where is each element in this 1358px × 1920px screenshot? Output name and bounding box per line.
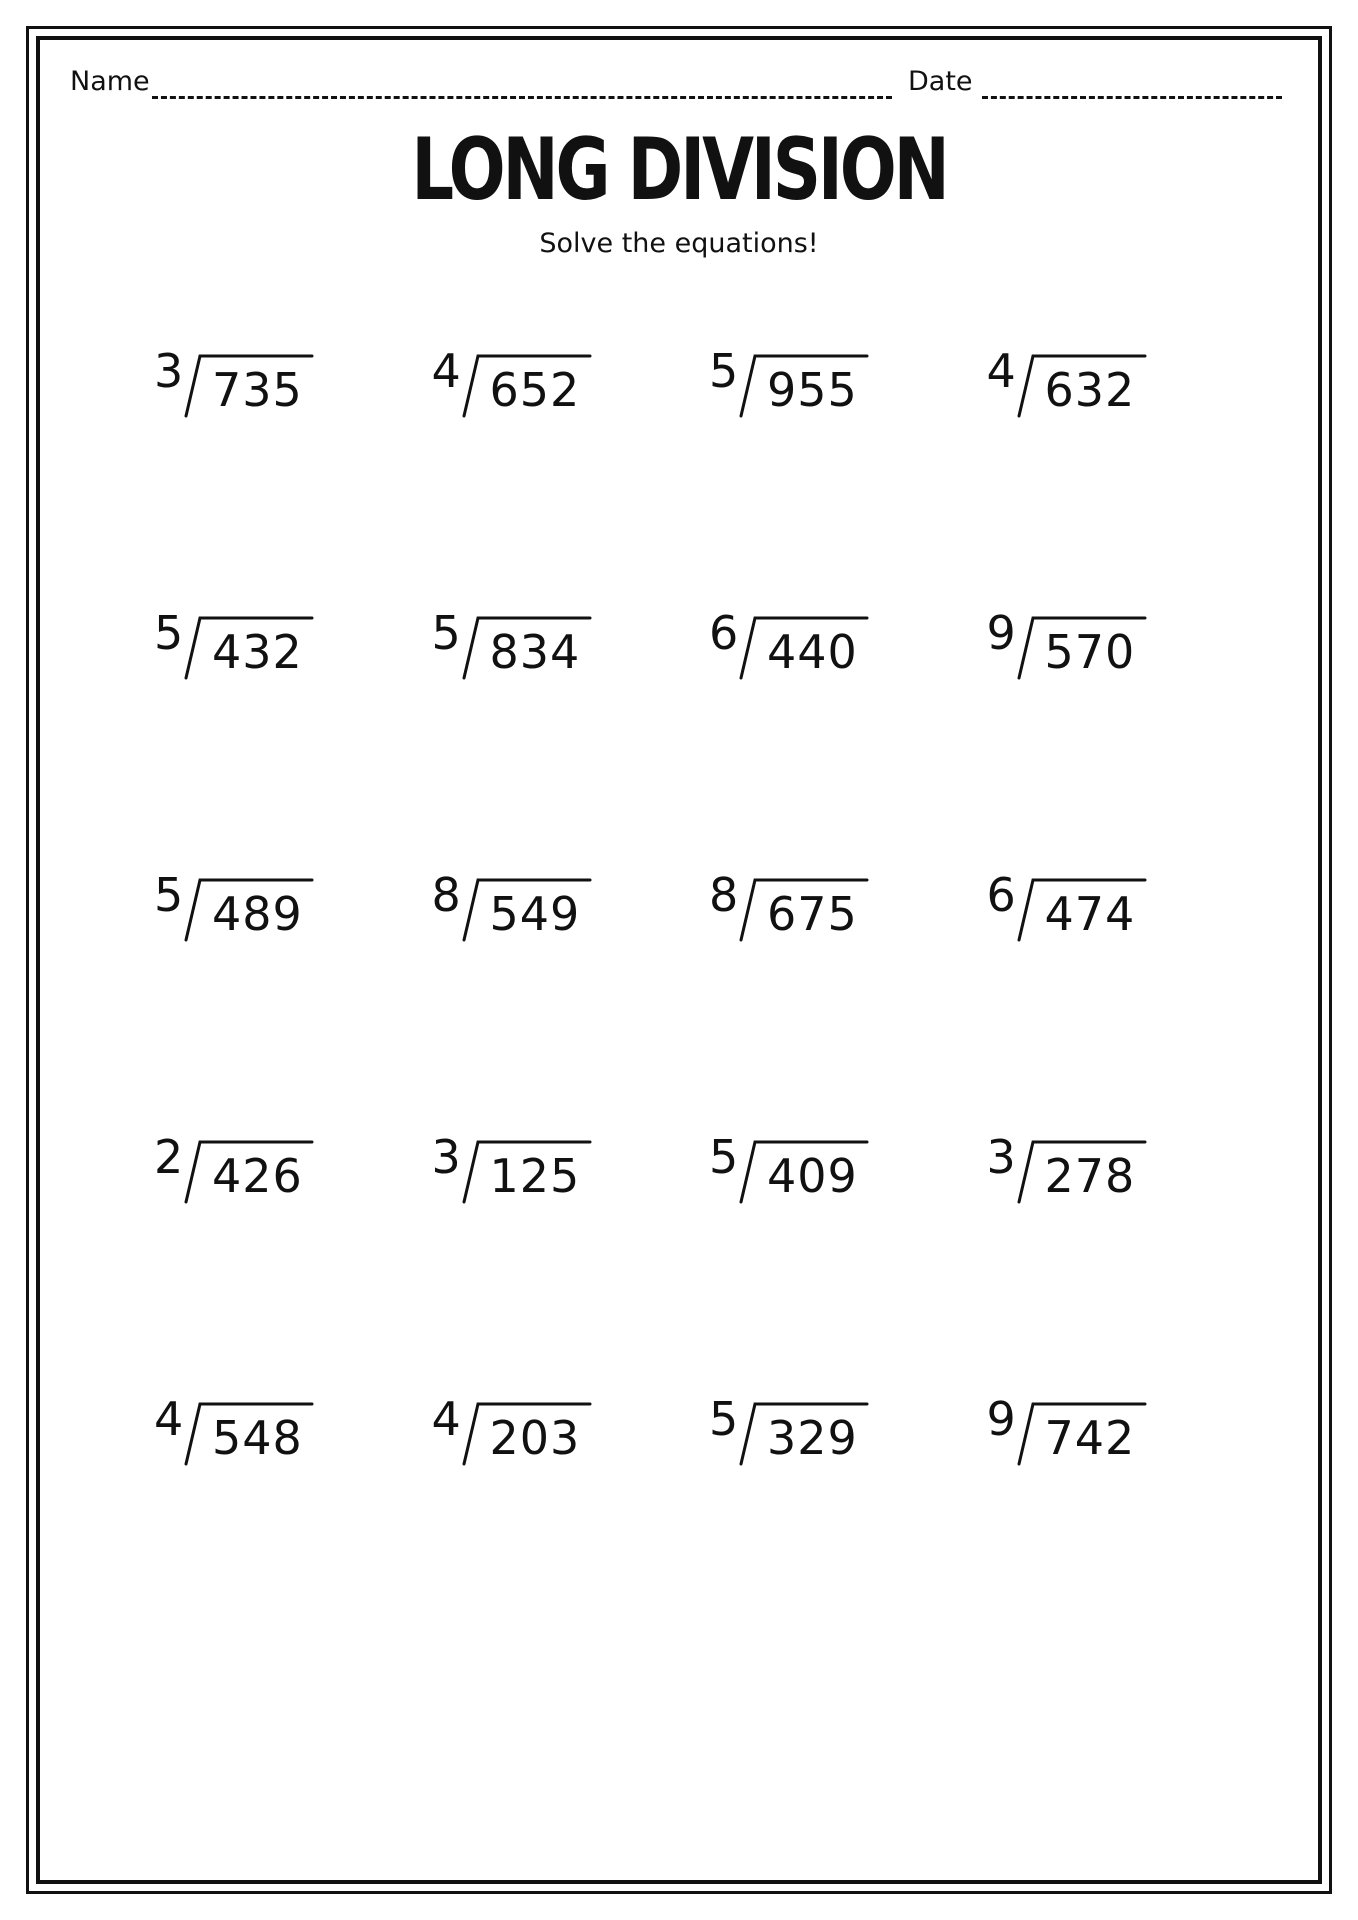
division-problem [695,1392,858,1478]
dividend: 426 [212,1149,303,1203]
worksheet-subtitle: Solve the equations! [539,228,819,259]
division-problem [140,606,303,692]
division-problem [695,606,858,692]
dividend: 409 [767,1149,858,1203]
dividend: 675 [767,887,858,941]
divisor: 9 [986,1392,1016,1446]
dividend: 735 [212,363,303,417]
divisor: 5 [709,1392,739,1446]
division-problem [418,1130,581,1216]
division-problem [418,606,581,692]
divisor: 3 [154,344,184,398]
dividend: 652 [489,363,581,417]
divisor: 5 [709,1130,739,1184]
date-label: Date [908,66,973,97]
division-problem [418,1392,581,1478]
dividend: 125 [489,1149,581,1203]
divisor: 4 [986,344,1016,398]
dividend: 440 [767,625,858,679]
dividend: 548 [212,1411,303,1465]
divisor: 4 [431,344,461,398]
division-problem [418,868,581,954]
name-label: Name [70,66,150,97]
dividend: 570 [1044,625,1136,679]
divisor: 8 [709,868,739,922]
divisor: 6 [709,606,739,660]
problem-grid [140,344,1250,1660]
name-field[interactable] [152,96,892,99]
dividend: 549 [489,887,581,941]
division-problem [973,1130,1136,1216]
divisor: 3 [986,1130,1016,1184]
division-problem [140,1130,303,1216]
dividend: 278 [1044,1149,1136,1203]
division-problem [973,1392,1136,1478]
divisor: 5 [709,344,739,398]
divisor: 5 [154,606,184,660]
divisor: 5 [431,606,461,660]
dividend: 474 [1044,887,1136,941]
division-problem [418,344,581,430]
divisor: 4 [154,1392,184,1446]
division-problem [695,868,858,954]
divisor: 8 [431,868,461,922]
header-row [70,66,1290,106]
division-problem [973,344,1136,430]
date-field[interactable] [982,96,1282,99]
divisor: 2 [154,1130,184,1184]
worksheet-title: LONG DIVISION [411,120,947,220]
dividend: 203 [489,1411,581,1465]
division-problem [973,606,1136,692]
dividend: 742 [1044,1411,1136,1465]
dividend: 329 [767,1411,858,1465]
division-problem [695,1130,858,1216]
division-problem [140,868,303,954]
dividend: 432 [212,625,303,679]
dividend: 489 [212,887,303,941]
division-problem [140,344,303,430]
divisor: 9 [986,606,1016,660]
divisor: 6 [986,868,1016,922]
divisor: 5 [154,868,184,922]
divisor: 4 [431,1392,461,1446]
division-problem [140,1392,303,1478]
divisor: 3 [431,1130,461,1184]
division-problem [695,344,858,430]
dividend: 632 [1044,363,1136,417]
division-problem [973,868,1136,954]
dividend: 834 [489,625,581,679]
dividend: 955 [767,363,858,417]
